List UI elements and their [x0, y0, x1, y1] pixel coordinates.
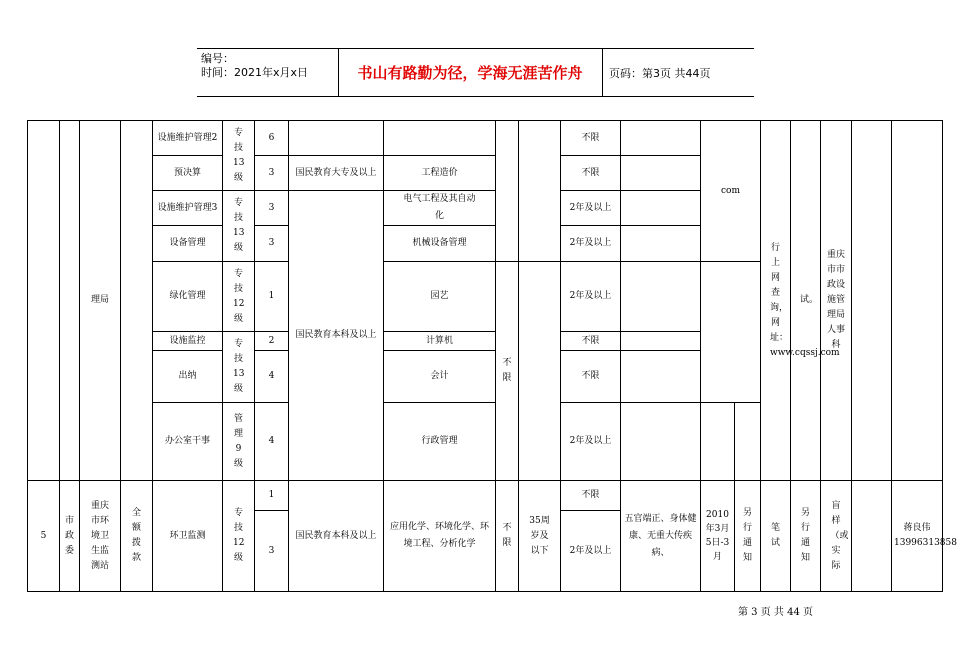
- major-cell: 机械设备管理: [384, 226, 496, 262]
- experience-cell: 2年及以上: [561, 403, 621, 481]
- contact-unit: 重庆市市政设施管理局人事科: [821, 121, 852, 481]
- other-req-cell: [621, 156, 701, 191]
- headcount: 4: [255, 351, 289, 403]
- major-cell: 园艺: [384, 262, 496, 332]
- seq-cell: [28, 121, 60, 481]
- recruitment-table: [27, 120, 957, 592]
- position-name: 设备管理: [153, 226, 223, 262]
- contact-cell: [852, 121, 892, 481]
- position-name: 预决算: [153, 156, 223, 191]
- other-req-cell: [621, 332, 701, 351]
- headcount: 2: [255, 332, 289, 351]
- experience-cell: 不限: [561, 121, 621, 156]
- headcount: 3: [255, 156, 289, 191]
- exam-type: 笔试: [761, 481, 791, 592]
- education-cell: [289, 121, 384, 156]
- grade-cell: 专技12级: [223, 481, 255, 592]
- other-req-cell: [621, 403, 701, 481]
- position-name: 设施维护管理3: [153, 191, 223, 226]
- exam-note: 试。: [791, 121, 821, 481]
- header-bottom-rule: [197, 96, 754, 97]
- position-name: 设施监控: [153, 332, 223, 351]
- politics-cell: 不限: [496, 262, 519, 481]
- education-cell: 国民教育本科及以上: [289, 481, 384, 592]
- other-req-cell: [621, 121, 701, 156]
- page-indicator: 页码：第3页 共44页: [609, 67, 711, 80]
- major-cell: [384, 121, 496, 156]
- unit-name: 理局: [80, 121, 121, 481]
- note-cell: [892, 121, 943, 481]
- major-cell: 电气工程及其自动化: [384, 191, 496, 226]
- register-note: 行上网查询，网址：www.cqssj.com: [761, 121, 791, 481]
- position-name: 办公室干事: [153, 403, 223, 481]
- empty-cell: [852, 481, 892, 592]
- headcount: 1: [255, 262, 289, 332]
- interview-time: 另行通知: [791, 481, 821, 592]
- dept-cell: [60, 121, 80, 481]
- age-cell: [519, 262, 561, 481]
- experience-cell: 2年及以上: [561, 191, 621, 226]
- time-label: 时间：2021年x月x日: [201, 66, 309, 79]
- education-cell: 国民教育本科及以上: [289, 191, 384, 481]
- header-motto: 书山有路勤为径，学海无涯苦作舟: [357, 64, 583, 82]
- experience-cell: 2年及以上: [561, 262, 621, 332]
- grade-cell: 专技13级: [223, 121, 255, 191]
- table-row: [28, 121, 943, 156]
- grade-cell: 专技13级: [223, 191, 255, 262]
- doc-number-label: 编号：: [201, 52, 234, 65]
- dept-name: 市政委: [60, 481, 80, 592]
- other-req-cell: [621, 226, 701, 262]
- website-cell: [735, 403, 761, 481]
- major-cell: 行政管理: [384, 403, 496, 481]
- major-cell: 计算机: [384, 332, 496, 351]
- seq-number: 5: [28, 481, 60, 592]
- contact-person: 蒋良伟13996313858: [892, 481, 943, 592]
- headcount: 1: [255, 481, 289, 511]
- politics-cell: 不限: [496, 481, 519, 592]
- page-footer: 第 3 页 共 44 页: [738, 607, 813, 618]
- major-cell: 工程造价: [384, 156, 496, 191]
- grade-cell: 专技12级: [223, 262, 255, 332]
- grade-cell: 管理9级: [223, 403, 255, 481]
- age-cell: [519, 121, 561, 262]
- experience-cell: 2年及以上: [561, 511, 621, 592]
- age-cell: 35周岁及以下: [519, 481, 561, 592]
- date-cell: 2010年3月5日-3月: [701, 481, 735, 592]
- education-cell: 国民教育大专及以上: [289, 156, 384, 191]
- headcount: 3: [255, 511, 289, 592]
- position-name: 出纳: [153, 351, 223, 403]
- website-cell: [701, 262, 761, 403]
- unit-name: 重庆市环境卫生监测站: [80, 481, 121, 592]
- major-cell: 应用化学、环境化学、环境工程、分析化学: [384, 481, 496, 592]
- table-row: [28, 481, 943, 511]
- headcount: 3: [255, 191, 289, 226]
- position-name: 绿化管理: [153, 262, 223, 332]
- other-req-cell: [621, 262, 701, 332]
- website-cell: [701, 403, 735, 481]
- politics-cell: [496, 121, 519, 262]
- header-divider-left: [338, 48, 339, 96]
- funding-cell: [121, 121, 153, 481]
- other-req-cell: [621, 351, 701, 403]
- exam-time: 另行通知: [735, 481, 761, 592]
- experience-cell: 2年及以上: [561, 226, 621, 262]
- grade-cell: 专技13级: [223, 332, 255, 403]
- major-cell: 会计: [384, 351, 496, 403]
- experience-cell: 不限: [561, 156, 621, 191]
- header-divider-right: [602, 48, 603, 96]
- health-req: 五官端正、身体健康、无重大传疾病、: [621, 481, 701, 592]
- header-top-rule: [197, 48, 754, 49]
- website-cell: com: [701, 121, 761, 262]
- position-name: 设施维护管理2: [153, 121, 223, 156]
- headcount: 6: [255, 121, 289, 156]
- experience-cell: 不限: [561, 351, 621, 403]
- headcount: 4: [255, 403, 289, 481]
- experience-cell: 不限: [561, 332, 621, 351]
- other-req-cell: [621, 191, 701, 226]
- experience-cell: 不限: [561, 481, 621, 511]
- position-name: 环卫监测: [153, 481, 223, 592]
- funding-type: 全额拨款: [121, 481, 153, 592]
- headcount: 3: [255, 226, 289, 262]
- note-cell: 盲样（或实际: [821, 481, 852, 592]
